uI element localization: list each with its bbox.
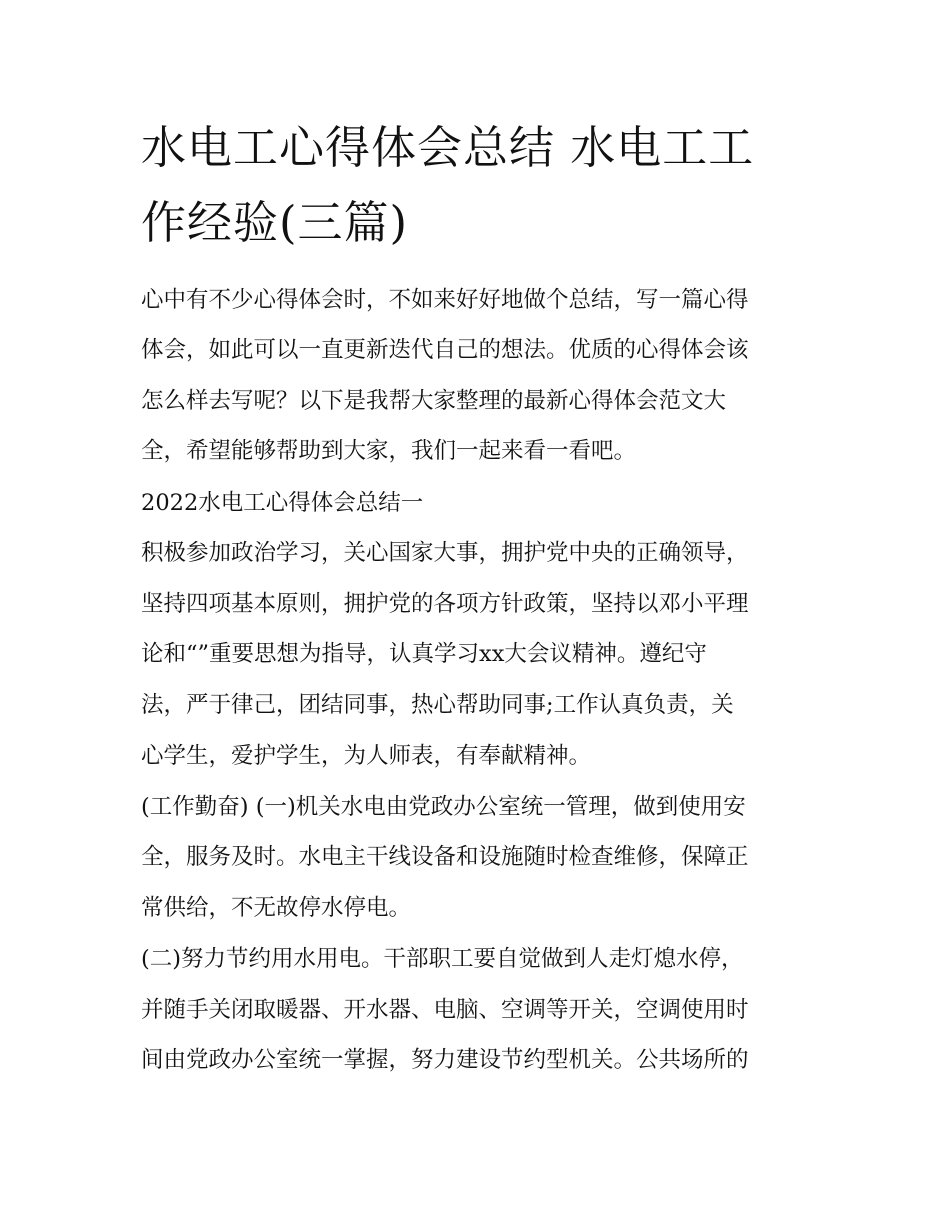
paragraph-3-line-2: 并随手关闭取暖器、开水器、电脑、空调等开关，空调使用时 — [141, 997, 749, 1023]
document-title — [141, 110, 831, 260]
paragraph-1-line-4: 法，严于律己，团结同事，热心帮助同事;工作认真负责，关 — [141, 692, 734, 718]
intro-line-2: 体会，如此可以一直更新迭代自己的想法。优质的心得体会该 — [141, 337, 749, 363]
paragraph-1-line-2: 坚持四项基本原则，拥护党的各项方针政策，坚持以邓小平理 — [141, 591, 749, 617]
paragraph-1-line-3: 论和“”重要思想为指导，认真学习xx大会议精神。遵纪守 — [141, 641, 707, 667]
intro-line-1: 心中有不少心得体会时，不如来好好地做个总结，写一篇心得 — [141, 287, 749, 313]
paragraph-2-line-3: 常供给，不无故停水停电。 — [141, 895, 412, 921]
section-heading: 2022水电工心得体会总结一 — [141, 490, 424, 516]
paragraph-2-line-1: (工作勤奋) (一)机关水电由党政办公室统一管理，做到使用安 — [141, 794, 746, 820]
paragraph-1-line-5: 心学生，爱护学生，为人师表，有奉献精神。 — [141, 743, 592, 769]
paragraph-2-line-2: 全，服务及时。水电主干线设备和设施随时检查维修，保障正 — [141, 844, 749, 870]
paragraph-1-line-1: 积极参加政治学习，关心国家大事，拥护党中央的正确领导， — [141, 540, 749, 566]
intro-line-4: 全，希望能够帮助到大家，我们一起来看一看吧。 — [141, 438, 637, 464]
paragraph-3-line-1: (二)努力节约用水用电。干部职工要自觉做到人走灯熄水停， — [141, 946, 744, 972]
title-line-1: 水电工心得体会总结 水电工工 — [141, 121, 755, 174]
title-line-2: 作经验(三篇) — [141, 196, 409, 249]
intro-line-3: 怎么样去写呢？以下是我帮大家整理的最新心得体会范文大 — [141, 388, 727, 414]
paragraph-3-line-3: 间由党政办公室统一掌握，努力建设节约型机关。公共场所的 — [141, 1047, 749, 1073]
